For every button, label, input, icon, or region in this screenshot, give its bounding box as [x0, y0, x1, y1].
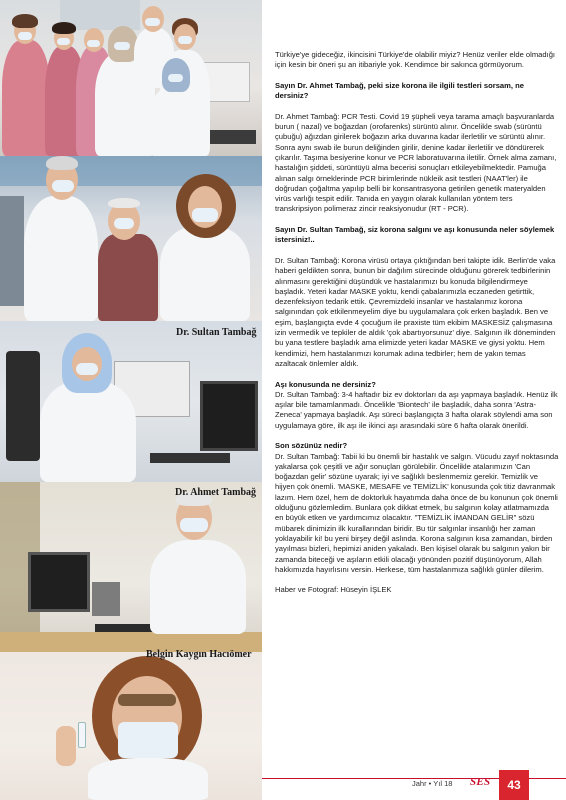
- photo-dr-ahmet: [0, 482, 262, 652]
- article-credit: Haber ve Fotograf: Hüseyin İŞLEK: [275, 585, 392, 595]
- hand: [56, 726, 76, 766]
- article-paragraph: Dr. Ahmet Tambağ: PCR Testi. Covid 19 şüpheli veya tarama amaçlı başvuranlarda burun ( nazal) ve boğazdan (orofarenks) sürüntü alınır. Öncelikle swab (sürüntü çubuğu) ağızdan girilerek boğazın arka duvarına kadar ilerletilir ve sürüntü alınır. Sonra aynı swab ile burun deliğinden girilir, denine kadar ilerletilir ve döndürerek çıkarılır. Taşıma besiyerine konur ve PCR laboratuvarına iletilir. Örnek alma zamanı, hastalığın şiddeti, sürüntüyü alma becerisi sonuçları etkileyebilmektedir. Pamuğa alınan salgı örneklerinde PCR birimlerinde nükleik asit testleri (NAAT'ler) ile doğrudan çoğaltma yapılıp belli bir konsantrasyona getirilen genetik materyalden virüs varlığı tespit edilir. Tanıda en yaygın olarak kullanılan yöntem ters transkripsiyon polimeraz zincir reaksiyonudur (RT - PCR).: [275, 111, 557, 214]
- caption-belgin: Belgin Kaygın Hacıömer: [146, 649, 252, 660]
- photo-column: [0, 0, 262, 800]
- keyboard: [150, 453, 230, 463]
- magazine-logo: SES: [470, 776, 491, 788]
- chair: [6, 351, 40, 461]
- monitor: [28, 552, 90, 612]
- interview-question: Sayın Dr. Sultan Tambağ, siz korona salgını ve aşı konusunda neler söylemek istersiniz!..: [275, 225, 555, 245]
- equipment: [0, 196, 24, 306]
- photo-vaccination: [0, 156, 262, 321]
- photo-team-group: [0, 0, 262, 156]
- footer-issue: Jahr • Yıl 18: [412, 779, 453, 788]
- vaccine-vial: [78, 722, 86, 748]
- caption-dr-ahmet: Dr. Ahmet Tambağ: [175, 487, 257, 498]
- page-number: 43: [499, 770, 529, 800]
- article-text: [275, 50, 559, 606]
- interview-question: Aşı konusunda ne dersiniz?: [275, 379, 376, 389]
- article-paragraph: Dr. Sultan Tambağ: Tabii ki bu önemli bir hastalık ve salgın. Vücudu zayıf noktasında yakalarsa çok çeşitli ve ağır sonuçları görülebilir. Öncelikle atalarımızın 'Can boğazdan gelir' sözüne uyarak; iyi ve sağlıklı beslenmemiz gerekir. Temizlik ve hijyen çok önemli. 'MASKE, MESAFE ve TEMİZLİK' konusunda çok titiz davranmak lazım. Hem özel, hem de doktorluk hayatımda daha önce de bu konunun çok önemli olduğunu gözlemledim. Bunlara çok dikkat etmek, bu salgının kolay atlatmamızda en büyük etken ve yardımcımız olacaktır. "TEMİZLİK İMANDAN GELİR" sözü mübarek dinimizin ilk kurallarından biridir. Bu tür salgınlar insanlığı her zaman yoklayabilir ki! bu yeni birşey değil aslında. Korona salgının kısa zamandan, birden yayılması bizleri, hepimizi aniden yakaladı. Ben kişisel olarak bu salgının yakın bir zamanda biteceği ve aşıların etkili olacağı yönünden pozitif düşünüyorum, Allah hakkımızda hayırlısını versin. Herkese, tüm hastalarımıza sağlıklı günler dilerim.: [275, 451, 559, 574]
- monitor: [200, 381, 258, 451]
- article-paragraph: Dr. Sultan Tambağ: 3-4 haftadır biz ev doktorları da aşı yapmaya başladık. Henüz ilk aşılar bile tamamlanmadı. Öncelikle 'Biontech' ile başladık, daha sonra 'Astra-Zeneca' yapmaya başladık. Aşı süreci başlangıçta 3 hafta olarak söylendi ama son uygulamaya göre, ilk aşı ile ikinci aşı arasındaki süre 6 hafta olarak önerildi.: [275, 389, 558, 430]
- interview-question: Sayın Dr. Ahmet Tambağ, peki size korona ile ilgili testleri sorsam, ne dersiniz?: [275, 80, 524, 101]
- interview-question: Son sözünüz nedir?: [275, 441, 348, 451]
- caption-dr-sultan: Dr. Sultan Tambağ: [176, 327, 257, 338]
- article-paragraph: Dr. Sultan Tambağ: Korona virüsü ortaya çıktığından beri takipte idik. Berlin'de vaka haberi geldikten sonra, bunun bir dağılım sürecinde olduğunu görerek tedbirlerinin alınmasını gerektiğini düşündük ve hastalarımızı bu konuda bilgilendirmeye başladık. Yeteri kadar MASKE yoktu, kendi çabalarımızla eczaneden getirttik, dezenfeksiyon tedarik ettik. Çevremizdeki insanlar ve hastalarımız korona salgınından çok etkilenmeyelim diye bu uygulamalara çok erken başladık. Ben ve eşim, başlangıçta evde 4 çocuğum ile praxiste tüm ekibim MASKESİZ çalışmasına izin vermedik ve tepkiler de aldık 'çok abartıyorsunuz' diye. Salgının ilk döneminden bu yana testlere başladık ama elimizde yeteri kadar MASKE ve giysi yoktu. Hem kendimizi, hem hastalarımızı korumak adına tedbirler; hem de yakın temas azaltacak önlemler aldık.: [275, 255, 556, 368]
- photo-belgin: [0, 652, 262, 800]
- sunglasses: [118, 694, 176, 706]
- photo-dr-sultan: [0, 321, 262, 482]
- file-tray: [92, 582, 120, 616]
- article-paragraph: Türkiye'ye gideceğiz, ikincisini Türkiye'de olabilir miyiz? Henüz veriler elde olmadığı için kesin bir öneri şu an itibariyle yok. Kendimce bir sakınca görmüyorum.: [275, 50, 556, 70]
